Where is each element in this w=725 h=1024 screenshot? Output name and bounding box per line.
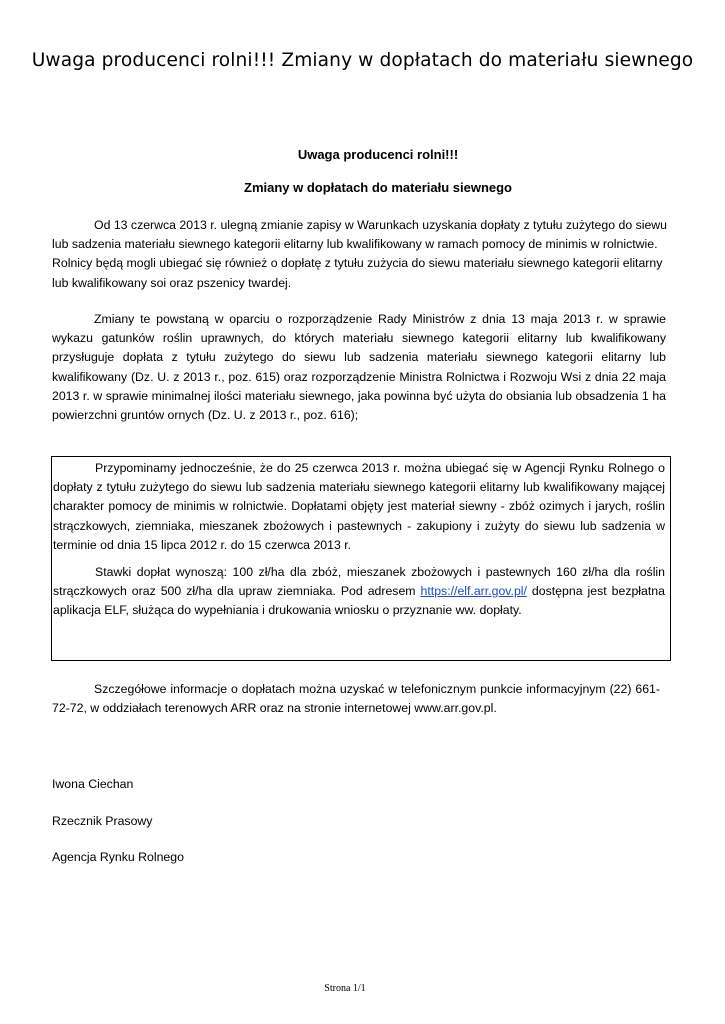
- info-box-rates-text-after: dostępna jest bezpłatna aplikacja ELF, służąca do wypełniania i drukowania wniosku o przyznanie ww. dopłaty.: [53, 584, 665, 618]
- paragraph-regulations: [52, 310, 666, 425]
- elf-link[interactable]: https://elf.arr.gov.pl/: [420, 584, 527, 599]
- page-title: Uwaga producenci rolni!!! Zmiany w dopłatach do materiału siewnego: [31, 50, 694, 71]
- info-box-paragraph-deadline: [53, 459, 665, 555]
- paragraph-intro-text: Od 13 czerwca 2013 r. ulegną zmianie zapisy w Warunkach uzyskania dopłaty z tytułu zużytego do siewu lub sadzenia materiału siewnego kategorii elitarny lub kwalifikowany w ramach pomocy de minimis w rolnictwie. Rolnicy będą mogli ubiegać się również o dopłatę z tytułu zużycia do siewu materiału siewnego kategorii elitarny lub kwalifikowany soi oraz pszenicy twardej.: [52, 218, 668, 290]
- page-footer: Strona 1/1: [324, 983, 366, 994]
- heading-warning: Uwaga producenci rolni!!!: [297, 147, 459, 162]
- paragraph-contact-text: Szczegółowe informacje o dopłatach można uzyskać w telefonicznym punkcie informacyjnym (22) 661-72-72, w oddziałach terenowych ARR oraz na stronie internetowej www.arr.gov.pl.: [52, 682, 660, 716]
- heading-changes: Zmiany w dopłatach do materiału siewnego: [244, 180, 512, 195]
- signature-org: Agencja Rynku Rolnego: [52, 850, 184, 864]
- info-box-rates-text: Stawki dopłat wynoszą: 100 zł/ha dla zbóż, mieszanek zbożowych i pastewnych 160 zł/ha dla roślin strączkowych oraz 500 zł/ha dla upraw ziemniaka. Pod adresem: [53, 565, 665, 599]
- paragraph-intro: [52, 216, 678, 293]
- paragraph-regulations-text: Zmiany te powstaną w oparciu o rozporządzenie Rady Ministrów z dnia 13 maja 2013 r. w sprawie wykazu gatunków roślin uprawnych, do których materiału siewnego kategorii elitarny lub kwalifikowany przysługuje dopłata z tytułu zużytego do siewu lub sadzenia materiału siewnego kategorii elitarny lub kwalifikowany (Dz. U. z 2013 r., poz. 615) oraz rozporządzenie Ministra Rolnictwa i Rozwoju Wsi z dnia 22 maja 2013 r. w sprawie minimalnej ilości materiału siewnego, jaka powinna być użyta do obsiania lub obsadzenia 1 ha powierzchni gruntów ornych (Dz. U. z 2013 r., poz. 616);: [52, 312, 666, 423]
- signature-name: Iwona Ciechan: [52, 777, 134, 791]
- info-box-deadline-text: Przypominamy jednocześnie, że do 25 czerwca 2013 r. można ubiegać się w Agencji Rynku Rolnego o dopłaty z tytułu zużytego do siewu lub sadzenia materiału siewnego kategorii elitarny lub kwalifikowany mającej charakter pomocy de minimis w rolnictwie. Dopłatami objęty jest materiał siewny - zbóż ozimych i jarych, roślin strączkowych, ziemniaka, mieszanek zbożowych i pastewnych - zakupiony i zużyty do siewu lub sadzenia w terminie od dnia 15 lipca 2012 r. do 15 czerwca 2013 r.: [53, 461, 665, 552]
- signature-role: Rzecznik Prasowy: [52, 814, 153, 828]
- info-box-paragraph-rates: [53, 563, 665, 621]
- paragraph-contact: [52, 680, 660, 718]
- info-box: [51, 456, 671, 661]
